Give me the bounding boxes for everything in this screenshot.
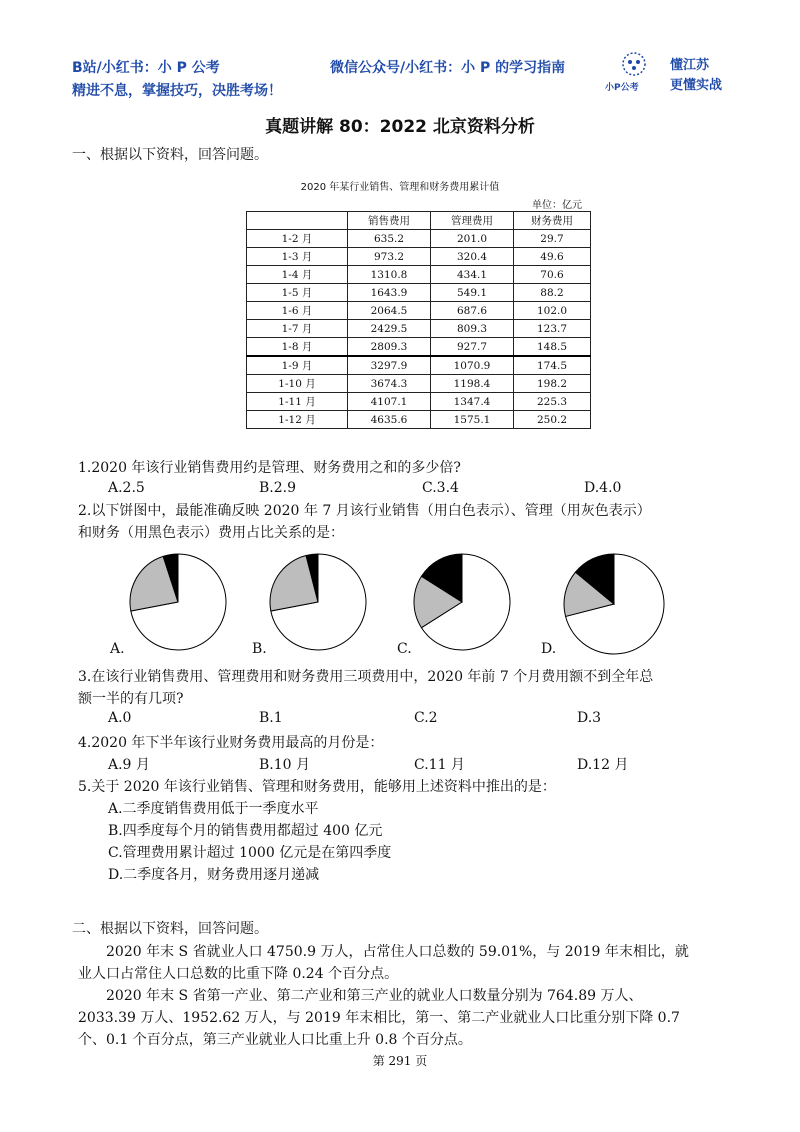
value-cell: 635.2 bbox=[348, 230, 431, 248]
table-body bbox=[247, 230, 591, 429]
pie-label-d: D. bbox=[541, 641, 557, 657]
page-number: 第 291 页 bbox=[372, 1054, 428, 1068]
value-cell: 1310.8 bbox=[348, 266, 431, 284]
logo-caption: 小P公考 bbox=[605, 83, 639, 93]
passage-p2-line2: 2033.39 万人、1952.62 万人，与 2019 年末相比，第一、第二产业就业人口比重分别下降 0.7 bbox=[78, 1010, 680, 1026]
value-cell: 70.6 bbox=[514, 266, 591, 284]
value-cell: 3674.3 bbox=[348, 375, 431, 393]
value-cell: 927.7 bbox=[431, 338, 514, 357]
value-cell: 4107.1 bbox=[348, 393, 431, 411]
month-cell: 1-3 月 bbox=[247, 248, 348, 266]
table-unit: 单位：亿元 bbox=[532, 200, 582, 211]
q4-option-c[interactable]: C.11 月 bbox=[414, 757, 465, 773]
value-cell: 174.5 bbox=[514, 356, 591, 375]
header-cell: 管理费用 bbox=[431, 212, 514, 230]
q3-option-c[interactable]: C.2 bbox=[414, 710, 438, 726]
value-cell: 687.6 bbox=[431, 302, 514, 320]
value-cell: 88.2 bbox=[514, 284, 591, 302]
table-row bbox=[247, 411, 591, 429]
table-row bbox=[247, 320, 591, 338]
q1-option-a[interactable]: A.2.5 bbox=[108, 480, 145, 496]
slogan-line1: 懂江苏 bbox=[670, 58, 710, 73]
q5-option-d[interactable]: D.二季度各月，财务费用逐月递减 bbox=[108, 867, 320, 883]
table-row bbox=[247, 393, 591, 411]
pie-label-b: B. bbox=[252, 641, 267, 657]
table-row bbox=[247, 338, 591, 357]
value-cell: 809.3 bbox=[431, 320, 514, 338]
table-row bbox=[247, 230, 591, 248]
value-cell: 3297.9 bbox=[348, 356, 431, 375]
table-row bbox=[247, 284, 591, 302]
month-cell: 1-7 月 bbox=[247, 320, 348, 338]
section2-heading: 二、根据以下资料，回答问题。 bbox=[72, 921, 268, 937]
q1-option-c[interactable]: C.3.4 bbox=[422, 480, 459, 496]
slogan-line2: 更懂实战 bbox=[670, 78, 723, 93]
header-left-line1: B站/小红书：小 P 公考 bbox=[72, 60, 220, 76]
passage-p2-line1: 2020 年末 S 省第一产业、第二产业和第三产业的就业人口数量分别为 764.89 万人、 bbox=[106, 988, 643, 1004]
q2-stem-line2: 和财务（用黑色表示）费用占比关系的是： bbox=[78, 525, 344, 541]
q1-option-b[interactable]: B.2.9 bbox=[259, 480, 297, 496]
value-cell: 123.7 bbox=[514, 320, 591, 338]
passage-p1-line2: 业人口占常住人口总数的比重下降 0.24 个百分点。 bbox=[78, 966, 399, 982]
pie-chart-c[interactable] bbox=[412, 552, 512, 652]
header-left-line2: 精进不息，掌握技巧，决胜考场！ bbox=[72, 83, 282, 99]
month-cell: 1-10 月 bbox=[247, 375, 348, 393]
value-cell: 148.5 bbox=[514, 338, 591, 357]
data-table bbox=[246, 211, 591, 429]
value-cell: 549.1 bbox=[431, 284, 514, 302]
passage-p2-line3: 个、0.1 个百分点，第三产业就业人口比重上升 0.8 个百分点。 bbox=[78, 1032, 472, 1048]
value-cell: 973.2 bbox=[348, 248, 431, 266]
month-cell: 1-9 月 bbox=[247, 356, 348, 375]
q4-stem: 4.2020 年下半年该行业财务费用最高的月份是： bbox=[78, 735, 384, 751]
value-cell: 102.0 bbox=[514, 302, 591, 320]
value-cell: 201.0 bbox=[431, 230, 514, 248]
month-cell: 1-8 月 bbox=[247, 338, 348, 357]
value-cell: 2429.5 bbox=[348, 320, 431, 338]
value-cell: 1575.1 bbox=[431, 411, 514, 429]
table-row bbox=[247, 356, 591, 375]
table-row bbox=[247, 375, 591, 393]
q2-stem-line1: 2.以下饼图中，最能准确反映 2020 年 7 月该行业销售（用白色表示）、管理（用灰色表示） bbox=[78, 503, 651, 519]
q3-stem-line2: 额一半的有几项? bbox=[78, 691, 184, 707]
q5-option-a[interactable]: A.二季度销售费用低于一季度水平 bbox=[108, 801, 319, 817]
month-cell: 1-11 月 bbox=[247, 393, 348, 411]
value-cell: 1347.4 bbox=[431, 393, 514, 411]
header-center: 微信公众号/小红书：小 P 的学习指南 bbox=[330, 60, 566, 76]
pie-chart-a[interactable] bbox=[128, 552, 228, 652]
pie-label-a: A. bbox=[110, 641, 125, 657]
table-row bbox=[247, 302, 591, 320]
q4-option-a[interactable]: A.9 月 bbox=[108, 757, 150, 773]
value-cell: 4635.6 bbox=[348, 411, 431, 429]
value-cell: 1070.9 bbox=[431, 356, 514, 375]
month-cell: 1-2 月 bbox=[247, 230, 348, 248]
q5-option-b[interactable]: B.四季度每个月的销售费用都超过 400 亿元 bbox=[108, 823, 383, 839]
table-title: 2020 年某行业销售、管理和财务费用累计值 bbox=[300, 182, 500, 193]
value-cell: 225.3 bbox=[514, 393, 591, 411]
value-cell: 1198.4 bbox=[431, 375, 514, 393]
q1-stem: 1.2020 年该行业销售费用约是管理、财务费用之和的多少倍? bbox=[78, 460, 461, 476]
month-cell: 1-12 月 bbox=[247, 411, 348, 429]
month-cell: 1-4 月 bbox=[247, 266, 348, 284]
value-cell: 49.6 bbox=[514, 248, 591, 266]
pie-chart-b[interactable] bbox=[268, 552, 368, 652]
table-header-row bbox=[247, 212, 591, 230]
header-cell bbox=[247, 212, 348, 230]
q4-option-b[interactable]: B.10 月 bbox=[259, 757, 311, 773]
value-cell: 434.1 bbox=[431, 266, 514, 284]
value-cell: 198.2 bbox=[514, 375, 591, 393]
section1-heading: 一、根据以下资料，回答问题。 bbox=[72, 147, 268, 163]
q3-option-b[interactable]: B.1 bbox=[259, 710, 283, 726]
value-cell: 2064.5 bbox=[348, 302, 431, 320]
pie-label-c: C. bbox=[397, 641, 412, 657]
page-title: 真题讲解 80：2022 北京资料分析 bbox=[265, 117, 535, 137]
pie-chart-d[interactable] bbox=[562, 552, 666, 656]
q4-option-d[interactable]: D.12 月 bbox=[577, 757, 629, 773]
table-row bbox=[247, 248, 591, 266]
value-cell: 250.2 bbox=[514, 411, 591, 429]
q5-option-c[interactable]: C.管理费用累计超过 1000 亿元是在第四季度 bbox=[108, 845, 392, 861]
header-cell: 销售费用 bbox=[348, 212, 431, 230]
header-cell: 财务费用 bbox=[514, 212, 591, 230]
q3-stem-line1: 3.在该行业销售费用、管理费用和财务费用三项费用中，2020 年前 7 个月费用额不到全年总 bbox=[78, 669, 654, 685]
month-cell: 1-6 月 bbox=[247, 302, 348, 320]
q1-option-d[interactable]: D.4.0 bbox=[584, 480, 622, 496]
table-row bbox=[247, 266, 591, 284]
passage-p1-line1: 2020 年末 S 省就业人口 4750.9 万人，占常住人口总数的 59.01%，与 2019 年末相比，就 bbox=[106, 944, 689, 960]
value-cell: 320.4 bbox=[431, 248, 514, 266]
q3-option-a[interactable]: A.0 bbox=[108, 710, 132, 726]
q3-option-d[interactable]: D.3 bbox=[577, 710, 602, 726]
value-cell: 29.7 bbox=[514, 230, 591, 248]
q5-stem: 5.关于 2020 年该行业销售、管理和财务费用，能够用上述资料中推出的是： bbox=[78, 779, 556, 795]
month-cell: 1-5 月 bbox=[247, 284, 348, 302]
value-cell: 1643.9 bbox=[348, 284, 431, 302]
value-cell: 2809.3 bbox=[348, 338, 431, 357]
